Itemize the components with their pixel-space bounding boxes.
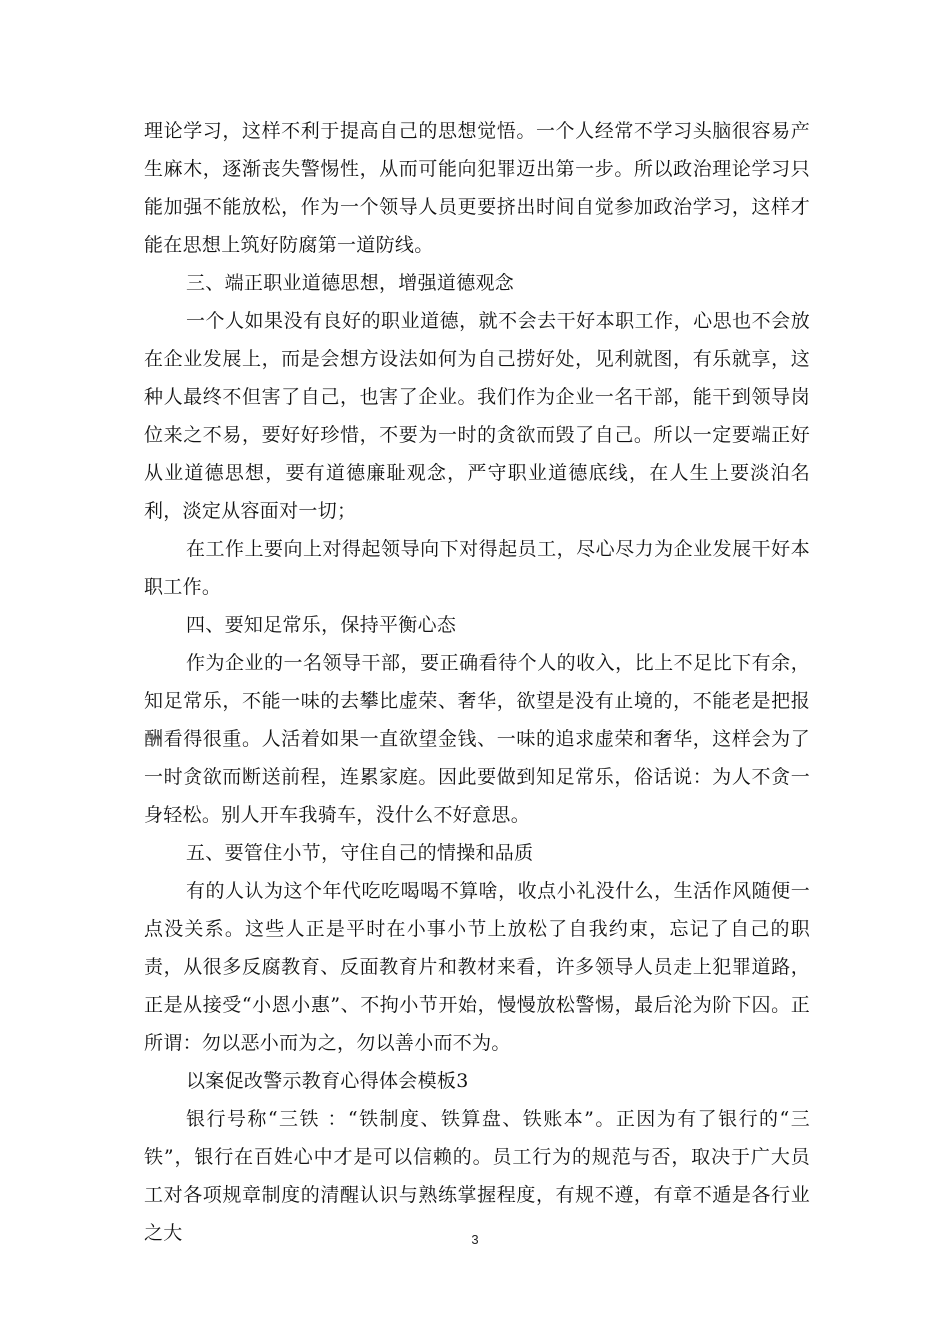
document-body (144, 112, 810, 1252)
template-title: 以案促改警示教育心得体会模板3 (186, 1070, 469, 1092)
paragraph-4: 在工作上要向上对得起领导向下对得起员工，尽心尽力为企业发展干好本职工作。 (144, 538, 810, 598)
paragraph-6: 作为企业的一名领导干部，要正确看待个人的收入，比上不足比下有余，知足常乐，不能一味的去攀比虚荣、奢华，欲望是没有止境的，不能老是把报酬看得很重。人活着如果一直欲望金钱、一味的追求虚荣和奢华，这样会为了一时贪欲而断送前程，连累家庭。因此要做到知足常乐，俗话说：为人不贪一身轻松。别人开车我骑车，没什么不好意思。 (144, 652, 810, 826)
section-heading-5: 五、要管住小节，守住自己的情操和品质 (186, 842, 534, 864)
paragraph-3: 一个人如果没有良好的职业道德，就不会去干好本职工作，心思也不会放在企业发展上，而是会想方设法如何为自己捞好处，见利就图，有乐就享，这种人最终不但害了自己，也害了企业。我们作为企业一名干部，能干到领导岗位来之不易，要好好珍惜，不要为一时的贪欲而毁了自己。所以一定要端正好从业道德思想，要有道德廉耻观念，严守职业道德底线，在人生上要淡泊名利，淡定从容面对一切； (144, 310, 810, 522)
paragraph-10: 银行号称“三铁 ：“铁制度、铁算盘、铁账本”。正因为有了银行的“三铁”，银行在百姓心中才是可以信赖的。员工行为的规范与否，取决于广大员工对各项规章制度的清醒认识与熟练掌握程度，有规不遵，有章不遁是各行业之大 (144, 1108, 810, 1244)
section-heading-3: 三、端正职业道德思想，增强道德观念 (186, 272, 515, 294)
page-number: 3 (471, 1232, 479, 1247)
section-heading-4: 四、要知足常乐，保持平衡心态 (186, 614, 457, 636)
paragraph-1: 理论学习，这样不利于提高自己的思想觉悟。一个人经常不学习头脑很容易产生麻木，逐渐丧失警惕性，从而可能向犯罪迈出第一步。所以政治理论学习只能加强不能放松，作为一个领导人员更要挤出时间自觉参加政治学习，这样才能在思想上筑好防腐第一道防线。 (144, 120, 810, 256)
paragraph-8: 有的人认为这个年代吃吃喝喝不算啥，收点小礼没什么，生活作风随便一点没关系。这些人正是平时在小事小节上放松了自我约束，忘记了自己的职责，从很多反腐教育、反面教育片和教材来看，许多领导人员走上犯罪道路，正是从接受“小恩小惠”、不拘小节开始，慢慢放松警惕，最后沦为阶下囚。正所谓：勿以恶小而为之，勿以善小而不为。 (144, 880, 810, 1054)
